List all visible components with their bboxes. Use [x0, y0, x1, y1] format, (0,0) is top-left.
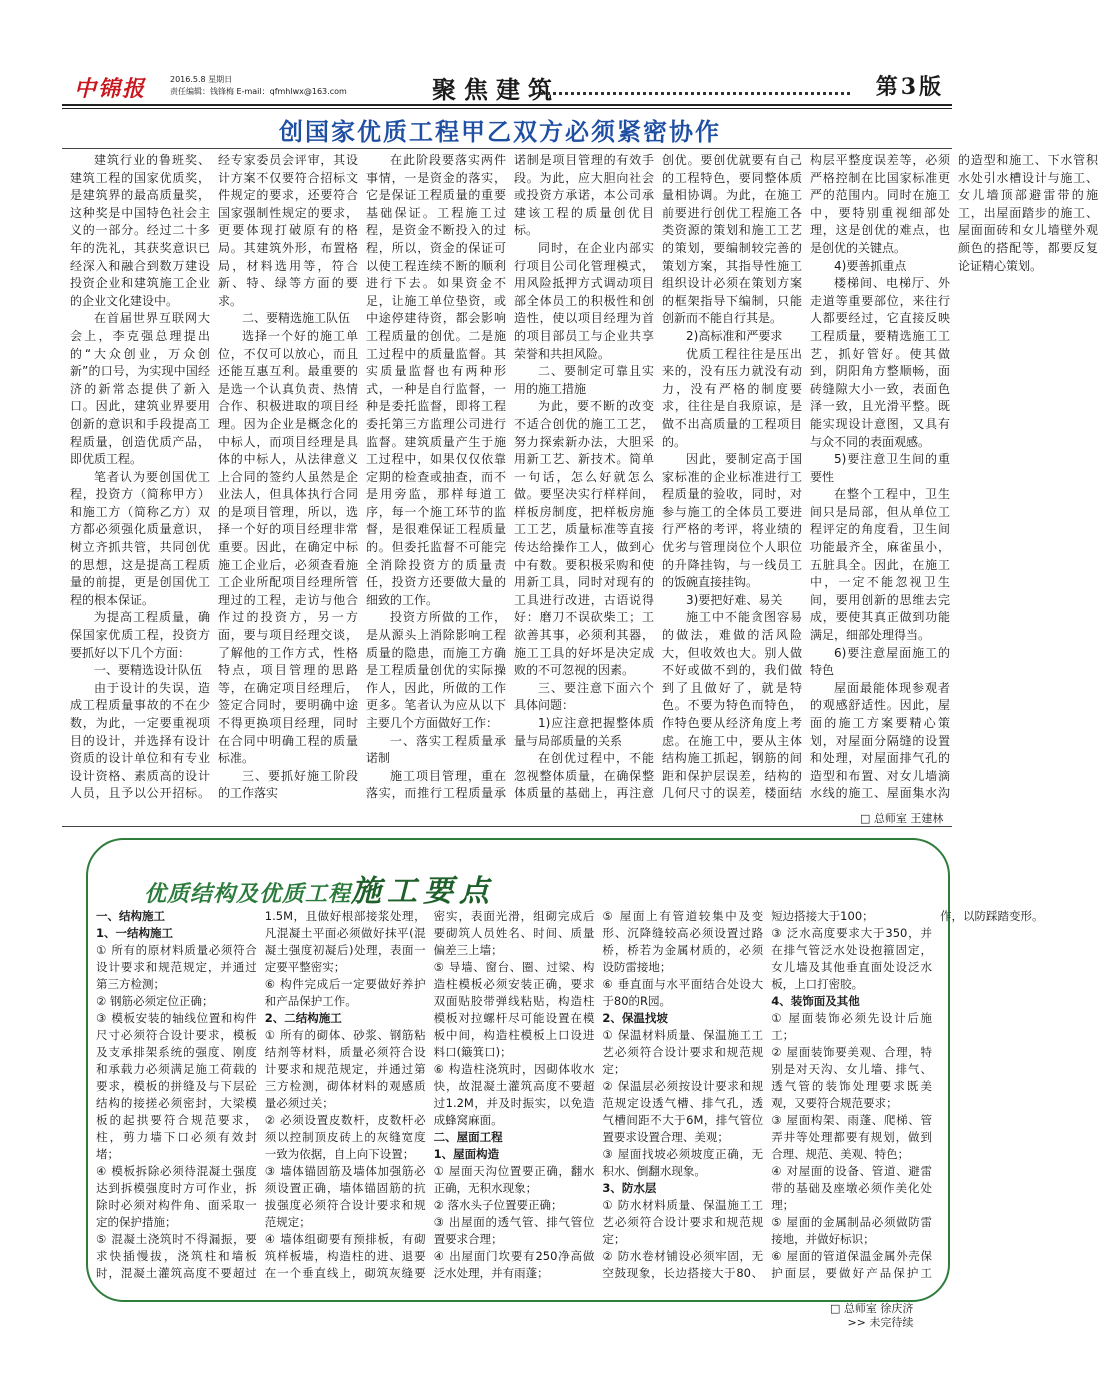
article-paragraph: 施工项目管理，重在落实，而推行工程质量承诺制是项目管理的有效手段。为此，应大胆向社会或投资方承诺，本公司承建该工程的质量创优目标。: [366, 153, 654, 801]
feature-line: ② 落水头子位置要正确；: [433, 1198, 563, 1212]
feature-author-name: 总师室 徐庆济: [843, 1302, 914, 1315]
headline-rule: [62, 148, 952, 149]
article-paragraph: 投资方所做的工作，是从源头上消除影响工程质量的隐患，而施工方确是工程质量创优的实际操作人，因此，所做的工作更多。笔者认为应从以下主要几个方面做好工作：: [366, 610, 506, 730]
feature-line: 3、防水层: [602, 1181, 657, 1195]
article-paragraph: 三、要注意下面六个具体问题：: [514, 680, 654, 713]
article-paragraph: 在整个工程中，卫生间只是局部，但从单位工程评定的角度看，卫生间功能最齐全，麻雀虽小，五脏具全。因此，在施工中，一定不能忽视卫生间，要用创新的思维去完成，要使其真正做到功能满足，细部处理得当。: [810, 487, 950, 643]
feature-line: 二、屋面工程: [433, 1130, 503, 1144]
feature-line: ① 防水材料质量、保温施工工艺必须符合设计要求和规范规定；: [602, 1198, 764, 1246]
article-paragraph: 二、要精选施工队伍: [242, 311, 351, 326]
feature-line: ① 所有的原材料质量必须符合设计要求和规范规定，并通过第三方检测；: [96, 943, 257, 991]
to-be-continued: >> 未完待续: [847, 1316, 914, 1329]
feature-line: 1、一结构施工: [96, 926, 174, 940]
feature-line: ② 保温层必须按设计要求和规范规定设透气槽、排气孔，透气槽间距不大于6M，排气管位置要求设置合理、美观；: [602, 1079, 764, 1144]
feature-box-title: [144, 866, 495, 910]
feature-line: ⑥ 屋面的管道保温金属外壳保护面层，要做好产品保护工作，以防踩踏变形。: [771, 909, 1044, 1280]
article-paragraph: 在此阶段要落实两件事情，一是资金的落实，它是保证工程质量的重要基础保证。工程施工过程，是资金不断投入的过程，所以，资金的保证可以使工程连续不断的顺利进行下去。如果资金不足，让施工单位垫资，或中途停建待资，都会影响工程质量的创优。二是施工过程中的质量监督。其实质量监督也有两种形式，一种是自行监督，一种是委托监督，即将工程委托第三方监理公司进行监督。建筑质量产生于施工过程中，如果仅仅依靠定期的检查或抽查，而不是用旁监，那样每道工序，每一个施工环节的监督，是很难保证工程质量的。但委托监督不可能完全消除投资方的质量责任，投资方还要做大量的细致的工作。: [366, 153, 506, 607]
article-paragraph: 选择一个好的施工单位，不仅可以放心，而且还能互惠互利。最重要的是选一个认真负责、热情合作、积极进取的项目经理。因为企业是概念化的中标人，而项目经理是具体的中标人，从法律意义上合同的签约人虽然是企业法人，但具体执行合同的是项目管理，所以，选择一个好的项目经理非常重要。因此，在确定中标施工企业后，必须查看施工企业所配项目经理所管理过的工程，走访与他合作过的投资方，另一方面，要与项目经理交谈，了解他的工作方式，性格特点，项目管理的思路等，在确定项目经理后，签定合同时，要明确中途不得更换项目经理，同时在合同中明确工程的质量标准。: [218, 328, 358, 766]
feature-line: ④ 模板拆除必须待混凝土强度达到拆模强度时方可作业，拆除时必须对构件角、面采取一定的保护措施；: [96, 1164, 257, 1229]
editor-contact: 责任编辑：钱锋梅 E-mail：qfmhlwx@163.com: [170, 87, 347, 96]
feature-line: ⑤ 屋面的金属制品必须做防雷接地，并做好标识；: [771, 1215, 932, 1246]
feature-line: ③ 墙体锚固筋及墙体加强筋必须设置正确，墙体锚固筋的抗拔强度必须符合设计要求和规范规定；: [264, 1164, 426, 1229]
newspaper-logo: 中锦报: [74, 76, 147, 102]
article-paragraph: 同时，在企业内部实行项目公司化管理模式，用风险抵押方式调动项目部全体员工的积极性和创造性，使以项目经理为首的项目部员工与企业共享荣誉和共担风险。: [514, 240, 654, 361]
feature-line: 4、装饰面及其他: [771, 994, 860, 1008]
section-separator: [62, 826, 952, 827]
article-paragraph: 一、要精选设计队伍: [94, 663, 203, 678]
feature-line: ⑤ 混凝土浇筑时不得漏振，要求快插慢拔，浇筑柱和墙板时，混凝土灌筑高度不要超过1.5M，且做好根部接浆处理，凡混凝土平面必须做好抹平(混凝土强度初凝后)处理，表面一定要平整密实；: [96, 909, 426, 1280]
feature-author: □ 总师室 徐庆济: [830, 1302, 914, 1315]
article-paragraph: 屋面最能体现参观者的观感舒适性。因此，屋面的施工方案要精心策划，对屋面分隔缝的设置和处理，对屋面排气孔的造型和布置、对女儿墙滴水线的施工、屋面集水沟的造型和施工、下水管积水处引水槽设计与施工、女儿墙顶部避雷带的施工，出屋面踏步的施工、屋面面砖和女儿墙壁外观颜色的搭配等，都要反复论证精心策划。: [810, 153, 1098, 801]
article-paragraph: 优质工程往往是压出来的，没有压力就没有动力，没有严格的制度要求，往往是自我原谅，是做不出高质量的工程项目的。: [662, 346, 802, 449]
feature-line: ③ 出屋面的透气管、排气管位置要求合理；: [433, 1215, 595, 1246]
feature-line: ⑤ 屋面上有管道较集中及变形、沉降缝较高必须设置过路桥，桥若为金属材质的，必须设防雷接地；: [602, 909, 764, 974]
article-paragraph: 建筑行业的鲁班奖、建筑工程的国家优质奖，是建筑界的最高质量奖，这种奖是中国特色社会主义的一部分。经过二十多年的洗礼，其获奖意识已经深入和融合到数万建设投资企业和建筑施工企业的企业文化建设中。: [70, 153, 210, 308]
article-paragraph: 施工中不能贪图容易的做法，难做的活风险大，但收效也大。别人做不好或做不到的，我们做到了且做好了，就是特色。不要为特色而特色，作特色要从经济角度上考虑。在施工中，要从主体结构施工抓起，钢筋的间距和保护层误差，结构的几何尺寸的误差，楼面结构层平整度误差等，必须严格控制在比国家标准更严的范围内。同时在施工中，要特别重视细部处理，这是创优的难点，也是创优的关键点。: [662, 153, 950, 801]
article-paragraph: 3)要把好难、易关: [686, 592, 783, 607]
article-paragraph: 在创优过程中，不能忽视整体质量，在确保整体质量的基础上，再注意创优。要创优就要有自己的工程特色，要同整体质量相协调。为此，在施工前要进行创优工程施工各类资源的策划和施工工艺的策划，要编制较完善的策划方案，其指导性施工组织设计必须在策划方案的框架指导下编制，只能创新而不能自行其是。: [514, 153, 802, 801]
article-paragraph: 4)要善抓重点: [834, 258, 907, 273]
issue-info: [170, 74, 347, 98]
feature-line: ⑥ 垂直面与水平面结合处设大于80的R园。: [602, 977, 764, 1008]
article-author: □ 总师室 王建林: [860, 812, 944, 825]
feature-line: ⑥ 构件完成后一定要做好养护和产品保护工作。: [264, 977, 426, 1008]
article-paragraph: 由于设计的失误，造成工程质量事故的不在少数，为此，一定要重视项目的设计，并选择有设计资质的设计单位和有专业设计资格、素质高的设计人员，且予以公开招标。经专家委员会评审，其设计方案不仅要符合招标文件规定的要求，还要符合国家强制性规定的要求，更要体现打破原有的格局。其建筑外形，布置格局，材料选用等，符合新、特、绿等方面的要求。: [70, 153, 358, 801]
article-paragraph: 笔者认为要创国优工程，投资方（简称甲方）和施工方（简称乙方）双方都必须强化质量意识，树立齐抓共管，共同创优的思想，这是提高工程质量的前提，更是创国优工程的根本保证。: [70, 469, 210, 607]
feature-line: ① 所有的砌体、砂浆、钢筋粘结剂等材料，质量必须符合设计要求和规范规定，并通过第三方检测，砌体材料的观感质量必须过关；: [264, 1028, 426, 1110]
section-title: 聚焦建筑: [432, 75, 560, 104]
article-paragraph: 为提高工程质量，确保国家优质工程，投资方要抓好以下几个方面：: [70, 610, 210, 660]
feature-box: [86, 838, 1044, 1306]
feature-line: ② 屋面装饰要美观、合理，特别是对天沟、女儿墙、排气、透气管的装饰处理要求既美观，又要符合规范要求；: [771, 1045, 932, 1110]
feature-line: ③ 屋面构架、雨蓬、爬梯、管弄井等处理都要有规划，做到合理、规范、美观、特色；: [771, 1113, 932, 1161]
feature-line: ② 钢筋必须定位正确；: [96, 994, 214, 1008]
masthead-dotted-rule: [540, 92, 850, 99]
article-paragraph: 在首届世界互联网大会上，李克强总理提出的“大众创业，万众创新”的口号，为实现中国经济的新常态提供了新入口。因此，建筑业界要用创新的意识和手段提高工程质量，创造优质产品，即优质工程。: [70, 311, 210, 467]
article-paragraph: 楼梯间、电梯厅、外走道等重要部位，来往行人都要经过，它直接反映工程质量，要精选施工工艺，抓好管好。使其做到，阴阳角方整顺畅，面砖缝隙大小一致，表面色泽一致，且光滑平整。既能实现设计意图，又具有与众不同的表面观感。: [810, 276, 950, 449]
article-paragraph: 因此，要制定高于国家标准的企业标准进行工程质量的验收，同时，对参与施工的全体员工要进行严格的考评，将业绩的优劣与管理岗位个人职位的升降挂钩，与一线员工的饭碗直接挂钩。: [662, 452, 802, 590]
feature-line: 2、保温找坡: [602, 1011, 668, 1025]
feature-line: 1、屋面构造: [433, 1147, 500, 1161]
feature-box-body: [86, 908, 1044, 1294]
headline: 创国家优质工程甲乙双方必须紧密协作: [279, 117, 721, 146]
feature-line: ⑤ 导墙、窗台、圈、过梁、构造柱模板必须安装正确，要求双面贴胶带弹线粘贴，构造柱模板对拉螺杆尽可能设置在模板中间，构造柱模板上口设进料口(簸箕口)；: [433, 960, 595, 1059]
feature-line: ③ 屋面找坡必须坡度正确，无积水、倒翻水现象。: [602, 1147, 764, 1178]
article-paragraph: 6)要注意屋面施工的特色: [810, 645, 950, 678]
article-paragraph: 5)要注意卫生间的重要性: [810, 452, 950, 484]
feature-line: ③ 泛水高度要求大于350，并在排气管泛水处设抱箍固定，女儿墙及其他垂直面处设泛水板，上口打密胶。: [771, 926, 932, 991]
feature-box-footer: [830, 1302, 913, 1330]
article-paragraph: 三、要抓好施工阶段的工作落实: [218, 768, 358, 801]
feature-line: 一、结构施工: [96, 909, 165, 923]
feature-line: ③ 模板安装的轴线位置和构件尺寸必须符合设计要求，模板及支承排架系统的强度、刚度和承载力必须满足施工荷载的要求，模板的拼缝及与下层砼结构的接搓必须密封，大梁模板的起拱要符合规范要求，柱，剪力墙下口必须有效封堵；: [96, 1011, 257, 1161]
article-paragraph: 二、要制定可靠且实用的施工措施: [514, 364, 654, 396]
article-paragraph: 2)高标准和严要求: [686, 328, 783, 343]
feature-title-small: 优质结构及优质工程: [144, 881, 352, 907]
feature-line: ② 防水卷材铺设必须牢固，无空鼓现象，长边搭接大于80、短边搭接大于100；: [602, 909, 874, 1280]
feature-line: ④ 对屋面的设备、管道、避雷带的基础及座墩必须作美化处理；: [771, 1164, 932, 1212]
article-author-name: 总师室 王建林: [873, 812, 944, 825]
article-paragraph: 为此，要不断的改变不适合创优的施工工艺，努力探索新办法，大胆采用新工艺、新技术。简单一句话，怎么好就怎么做。要坚决实行样样间，样板房制度，把样板房施工工艺，质量标准等直接传达给操作工人，做到心中有数。要积极采购和使用新工具，同时对现有的工具进行改进，古语说得好：磨刀不误砍柴工；工欲善其事，必须利其器，施工工具的好坏是决定成败的不可忽视的因素。: [514, 399, 654, 678]
feature-line: ② 必须设置皮数杆，皮数杆必须以控制顶皮砖上的灰缝宽度一致为依据，自上向下设置；: [264, 1113, 426, 1161]
article-paragraph: 1)应注意把握整体质量与局部质量的关系: [514, 716, 654, 748]
issue-date: 2016.5.8 星期日: [170, 75, 233, 84]
feature-line: ④ 出屋面门坎要有250净高做泛水处理，并有雨蓬；: [433, 1249, 595, 1280]
feature-line: ① 屋面装饰必须先设计后施工；: [771, 1011, 932, 1042]
feature-line: 2、二结构施工: [264, 1011, 342, 1025]
feature-line: ⑥ 构造柱浇筑时，因砌体收水快，故混凝土灌筑高度不要超过1.2M，并及时振实，以免造成蜂窝麻面。: [433, 1062, 595, 1127]
feature-title-big: 施工要点: [351, 874, 496, 909]
feature-line: ① 保温材料质量、保温施工工艺必须符合设计要求和规范规定；: [602, 1028, 764, 1076]
masthead-rule-thin: [62, 108, 952, 109]
feature-line: ① 屋面天沟位置要正确，翻水正确，无积水现象；: [433, 1164, 595, 1195]
page-number: 第3版: [875, 74, 944, 100]
feature-line: ④ 墙体组砌要有预排板，有砌筑样板墙，构造柱的进、退要在一个垂直线上，砌筑灰缝要密实，表面光滑，组砌完成后要砌筑人员姓名、时间、质量偏差三上墙；: [264, 909, 595, 1280]
masthead-rule: [62, 104, 952, 106]
article-paragraph: 一、落实工程质量承诺制: [366, 733, 506, 766]
article-body: [70, 152, 1098, 812]
